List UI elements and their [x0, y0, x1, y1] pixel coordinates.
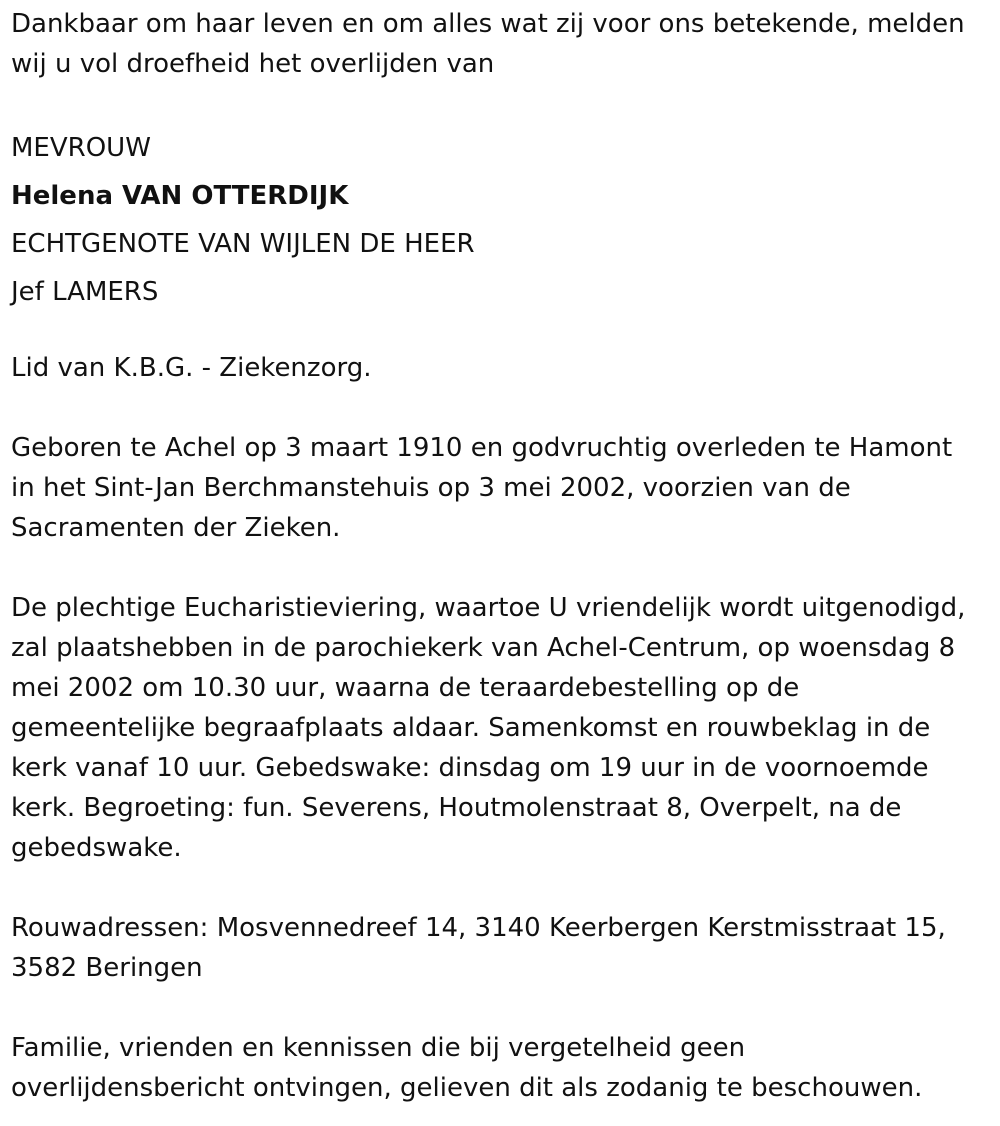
- ceremony-line-6: kerk. Begroeting: fun. Severens, Houtmolenstraat 8, Overpelt, na de: [11, 793, 902, 823]
- intro-line-1: Dankbaar om haar leven en om alles wat zij voor ons betekende, melden: [11, 9, 965, 39]
- addresses-line-1: Rouwadressen: Mosvennedreef 14, 3140 Keerbergen Kerstmisstraat 15,: [11, 913, 946, 943]
- membership-line: Lid van K.B.G. - Ziekenzorg.: [11, 353, 372, 383]
- birth-death-line-1: Geboren te Achel op 3 maart 1910 en godvruchtig overleden te Hamont: [11, 433, 953, 463]
- birth-death-line-2: in het Sint-Jan Berchmanstehuis op 3 mei 2002, voorzien van de: [11, 473, 851, 503]
- intro-line-2: wij u vol droefheid het overlijden van: [11, 49, 495, 79]
- ceremony-paragraph: [11, 588, 991, 868]
- deceased-relation: ECHTGENOTE VAN WIJLEN DE HEER: [11, 229, 475, 259]
- birth-death-paragraph: [11, 428, 991, 548]
- closing-line-2: overlijdensbericht ontvingen, gelieven dit als zodanig te beschouwen.: [11, 1073, 923, 1103]
- obituary-notice: [11, 4, 991, 1108]
- birth-death-line-3: Sacramenten der Zieken.: [11, 513, 341, 543]
- spacer: [11, 548, 991, 588]
- spacer: [11, 868, 991, 908]
- deceased-name: Helena VAN OTTERDIJK: [11, 181, 349, 211]
- addresses-paragraph: [11, 908, 991, 988]
- ceremony-line-4: gemeentelijke begraafplaats aldaar. Samenkomst en rouwbeklag in de: [11, 713, 931, 743]
- deceased-title: MEVROUW: [11, 133, 151, 163]
- membership-paragraph: [11, 348, 991, 388]
- spacer: [11, 84, 991, 124]
- intro-paragraph: [11, 4, 991, 84]
- closing-line-1: Familie, vrienden en kennissen die bij vergetelheid geen: [11, 1033, 746, 1063]
- ceremony-line-3: mei 2002 om 10.30 uur, waarna de teraardebestelling op de: [11, 673, 800, 703]
- spouse-name: Jef LAMERS: [11, 277, 159, 307]
- ceremony-line-2: zal plaatshebben in de parochiekerk van Achel-Centrum, op woensdag 8: [11, 633, 956, 663]
- ceremony-line-7: gebedswake.: [11, 833, 182, 863]
- ceremony-line-1: De plechtige Eucharistieviering, waartoe U vriendelijk wordt uitgenodigd,: [11, 593, 966, 623]
- closing-paragraph: [11, 1028, 991, 1108]
- addresses-line-2: 3582 Beringen: [11, 953, 203, 983]
- spacer: [11, 316, 991, 348]
- spacer: [11, 988, 991, 1028]
- deceased-block: [11, 124, 991, 316]
- spacer: [11, 388, 991, 428]
- ceremony-line-5: kerk vanaf 10 uur. Gebedswake: dinsdag om 19 uur in de voornoemde: [11, 753, 929, 783]
